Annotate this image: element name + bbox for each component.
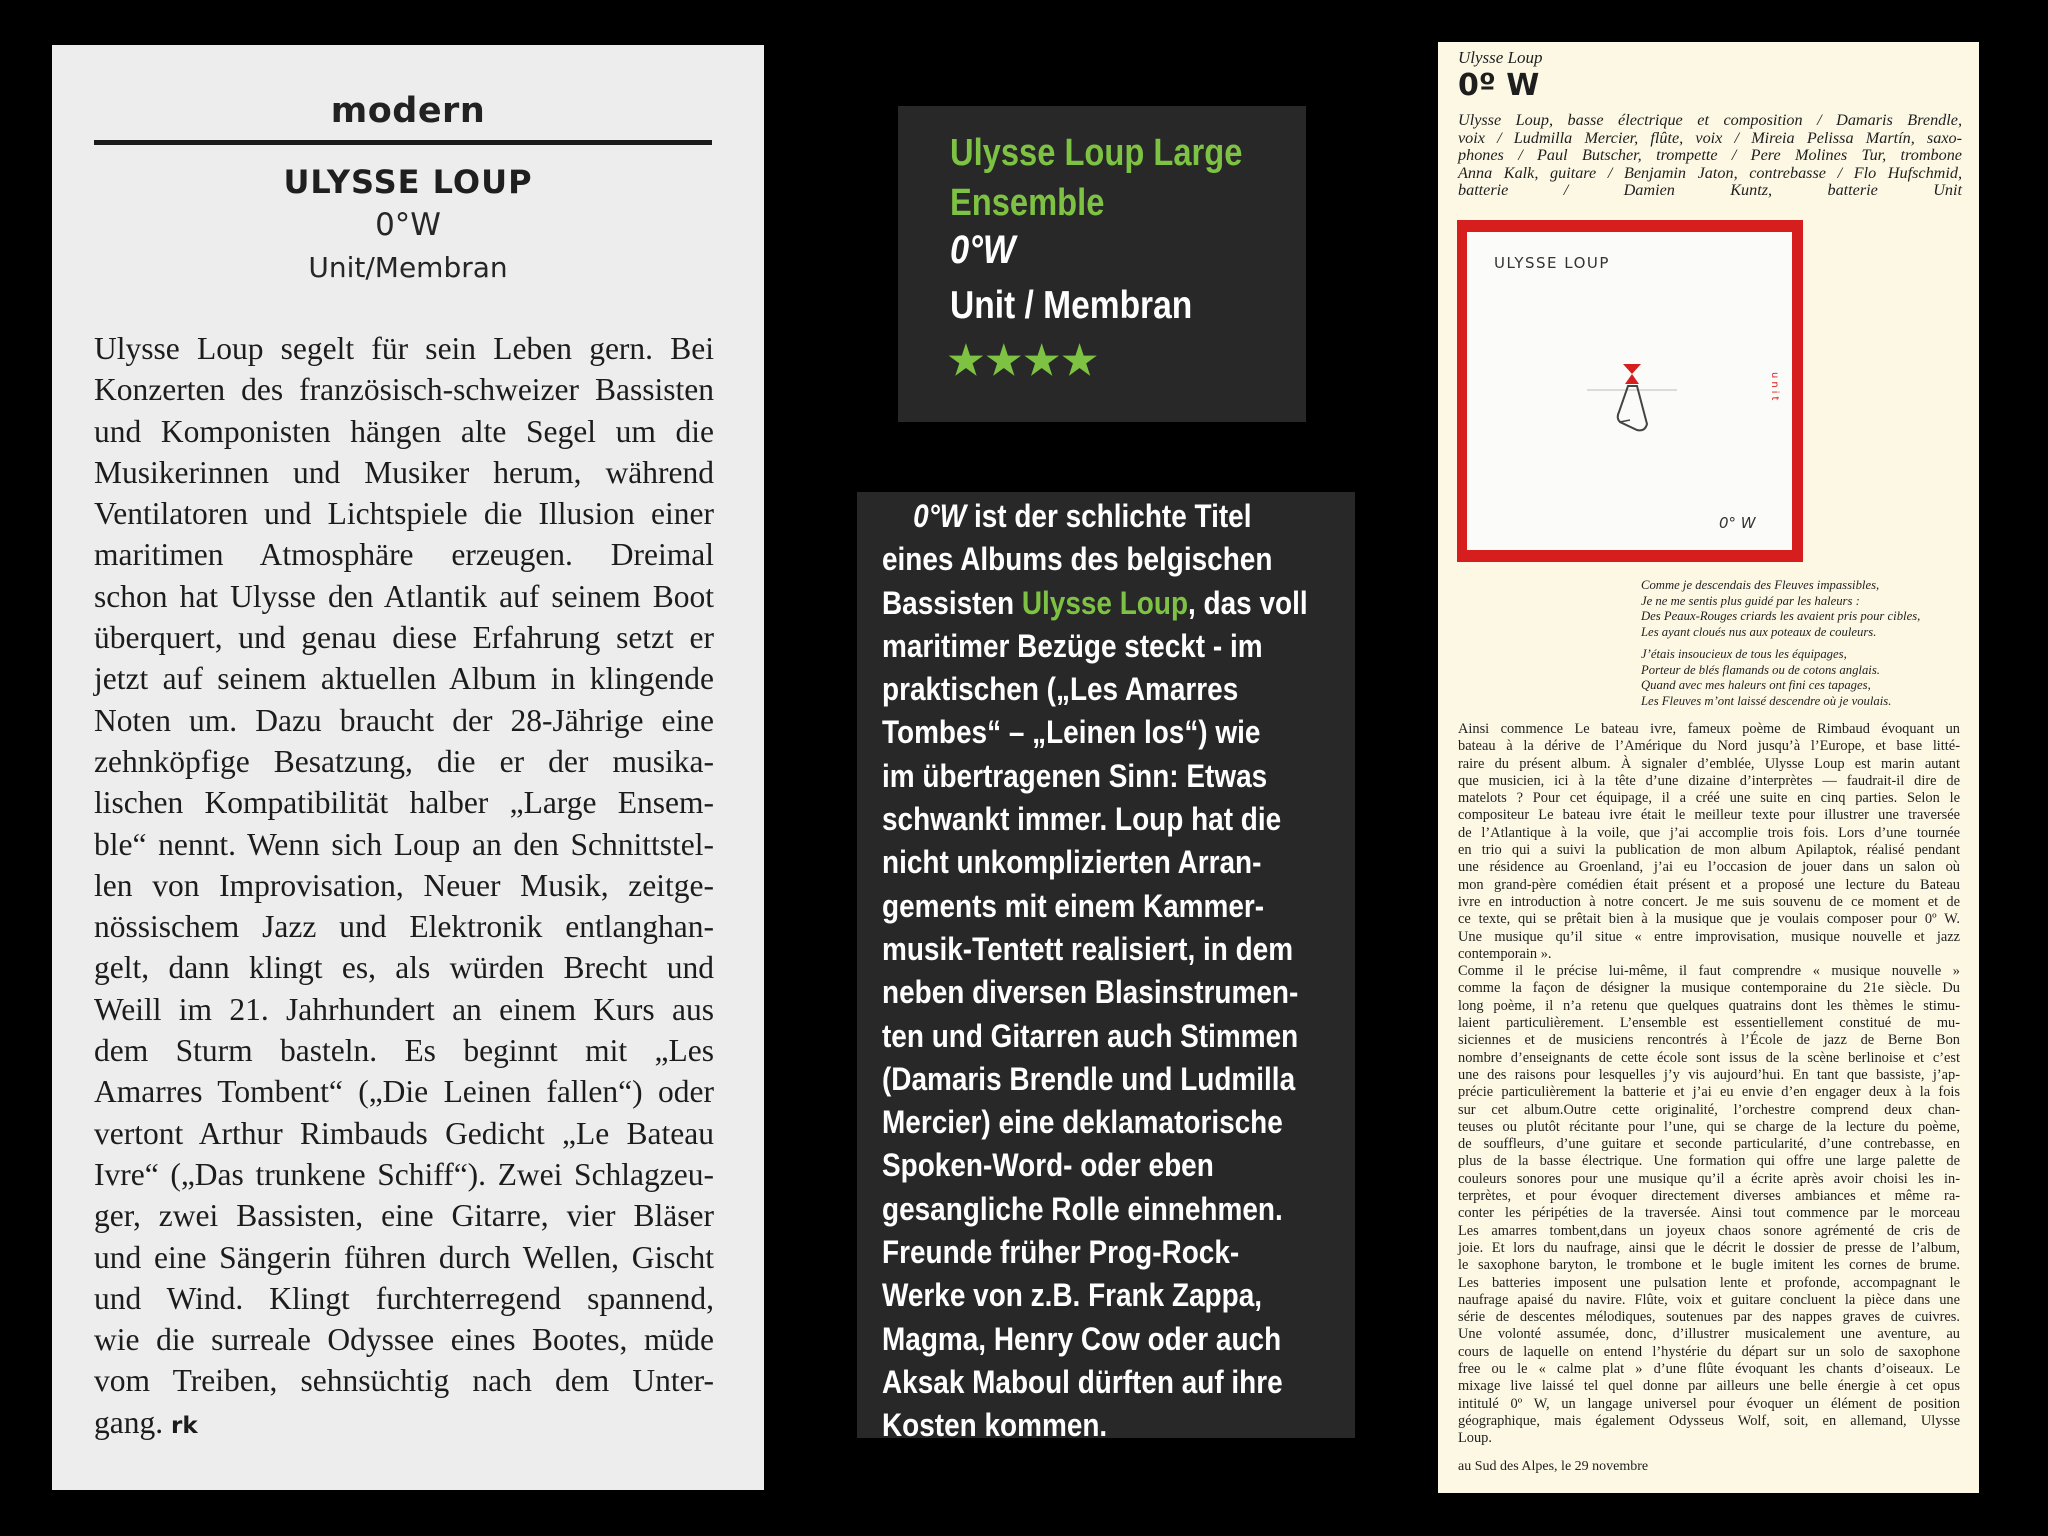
review-line: laient particulièrement. L’ensemble est essentiellement constitué de mu-: [1458, 1015, 1960, 1032]
review-line: Une musique qu’il situe « entre improvisation, musique nouvelle et jazz: [1458, 928, 1960, 945]
review-line: nombre d’enseignants de cette école sont issus de la scène berlinoise et c’est: [1458, 1049, 1960, 1066]
review-line: (Damaris Brendle und Ludmilla: [882, 1060, 1296, 1097]
rating-stars: ★★★★: [948, 339, 1100, 383]
ensemble-title-line: Ulysse Loup Large: [950, 132, 1243, 174]
review-line: naufrage apaisé du navire. Flûte, voix et guitare concluent la pièce dans une: [1458, 1291, 1960, 1308]
review-line: ivre en introduction à notre concert. Je me suis souvenu de ce moment et de: [1458, 893, 1960, 910]
german-review-box: [857, 492, 1355, 1438]
review-line: Kosten kommen.: [882, 1407, 1108, 1438]
review-line: Konzerten des französisch-schweizer Bassisten: [94, 372, 714, 408]
review-line: Une volonté assumée, donc, d’illustrer musicalement une aventure, au: [1458, 1326, 1960, 1343]
ensemble-title: [950, 128, 1242, 228]
review-line: Aksak Maboul dürften auf ihre: [882, 1363, 1283, 1400]
cover-album-title: 0° W: [1719, 514, 1756, 532]
review-line: série de descentes mélodiques, soutenues par des nappes graves de cuivres.: [1458, 1309, 1960, 1326]
review-line: siciennes et de musiciens rencontrés à l’École de jazz de Berne Bon: [1458, 1032, 1960, 1049]
review-line: maritimen Atmosphäre erzeugen. Dreimal: [94, 537, 714, 573]
review-line: Ventilatoren und Lichtspiele die Illusion einer: [94, 496, 714, 532]
review-line: [94, 1402, 714, 1447]
review-line: Ivre“ („Das trunkene Schiff“). Zwei Schlagzeu-: [94, 1156, 714, 1192]
french-review-page: [1438, 42, 1979, 1493]
poem-line: J’étais insoucieux de tous les équipages,: [1641, 646, 1847, 661]
review-line: im übertragenen Sinn: Etwas: [882, 757, 1268, 794]
review-line: précie particulièrement la batterie et j’ai eu envie d’en engager deux à la fois: [1458, 1084, 1960, 1101]
poem-line: Quand avec mes haleurs ont fini ces tapages,: [1641, 678, 1871, 693]
review-line: Les batteries imposent une pulsation lente et profonde, accompagnant le: [1458, 1274, 1960, 1291]
album-title: 0°W: [950, 228, 1016, 272]
review-line: Les amarres tombent,dans un joyeux chaos sonore agrémenté de cris de: [1458, 1222, 1960, 1239]
review-body: [882, 495, 1317, 1438]
review-line: intitulé 0º W, un langage universel pour évoquer un élément de position: [1458, 1395, 1960, 1412]
review-line: [882, 582, 1317, 625]
cover-spine-label: unit: [1769, 372, 1780, 404]
record-label: Unit/Membran: [308, 251, 508, 284]
credit-line: phones / Paul Butscher, trompette / Pere Molines Tur, trombone: [1458, 146, 1962, 164]
credit-line: Anna Kalk, guitare / Benjamin Jaton, contrebasse / Flo Hufschmid,: [1458, 163, 1962, 182]
review-line: lischen Kompatibilität halber „Large Ensem-: [94, 785, 714, 821]
record-label: Unit / Membran: [950, 284, 1193, 327]
review-line: comme la façon de désigner la musique contemporaine du 21e siècle. Du: [1458, 980, 1960, 997]
review-line: nössischem Jazz und Elektronik entlanghan-: [94, 909, 714, 945]
review-line: Spoken-Word- oder eben: [882, 1147, 1214, 1184]
review-line: Weill im 21. Jahrhundert an einem Kurs aus: [94, 991, 714, 1027]
review-line: sur cet album.Outre cette originalité, l’orchestre comprend deux chan-: [1458, 1101, 1960, 1118]
review-line: Ainsi commence Le bateau ivre, fameux poème de Rimbaud évoquant un: [1458, 721, 1960, 737]
review-line: terprètes, et pour évoquer directement diverses ambiances et même ra-: [1458, 1188, 1960, 1205]
review-line: free ou le « calme plat » d’une flûte évoquant les chants d’oiseaux. Le: [1458, 1360, 1960, 1377]
review-line: vom Treiben, sehnsüchtig nach dem Unter-: [94, 1363, 714, 1399]
review-line: eines Albums des belgischen: [882, 541, 1273, 578]
credit-line: Ulysse Loup, basse électrique et composition / Damaris Brendle,: [1458, 111, 1962, 129]
review-body: [94, 328, 714, 1447]
review-line: géographique, mais également Odysseus Wolf, soit, en allemand, Ulysse: [1458, 1412, 1960, 1429]
review-line: Tombes“ – „Leinen los“) wie: [882, 714, 1261, 751]
review-line: Amarres Tombent“ („Die Leinen fallen“) oder: [94, 1074, 714, 1110]
review-line: und Komponisten hängen alte Segel um die: [94, 413, 714, 449]
review-line: Loup.: [1458, 1430, 1492, 1447]
album-reference: 0°W: [913, 498, 967, 534]
cover-title: ULYSSE LOUP: [1494, 254, 1610, 272]
review-line: Comme il le précise lui-même, il faut comprendre « musique nouvelle »: [1458, 963, 1960, 980]
review-line: mixage live laissé tel quel donne par ailleurs une belle énergie à cet opus: [1458, 1378, 1960, 1395]
cover-artwork: [1467, 232, 1792, 550]
review-line: nicht unkomplizierten Arran-: [882, 844, 1262, 881]
review-text: , das voll: [1188, 584, 1308, 621]
review-line: Mercier) eine deklamatorische: [882, 1104, 1283, 1141]
credit-text: batterie / Damien Kuntz, batterie: [1458, 181, 1878, 199]
heading-rule: [94, 140, 712, 145]
review-line: en trio qui a suivi la publication de mon album Apilaptok, réalisé pendant: [1458, 842, 1960, 859]
bottle-icon: [1587, 362, 1677, 442]
credits: [1458, 112, 1962, 200]
poem-excerpt: [1641, 578, 1920, 716]
poem-line: Des Peaux-Rouges criards les avaient pris pour cibles,: [1641, 609, 1921, 624]
album-header-box: [898, 106, 1306, 422]
artist-highlight: Ulysse Loup: [1021, 584, 1189, 621]
review-line: matelots ? Pour cet équipage, il a créé une suite en cinq parties. Selon le: [1458, 790, 1960, 807]
review-line: bateau à la dérive de l’Amérique du Nord jusqu’à l’Europe, et base litté-: [1458, 738, 1960, 755]
section-heading: modern: [330, 91, 486, 131]
review-line: und Wind. Klingt furchterregend spannend,: [94, 1280, 714, 1316]
review-line: compositeur Le bateau ivre était le meilleur texte pour illustrer une traversée: [1458, 807, 1960, 824]
review-line: gesangliche Rolle einnehmen.: [882, 1190, 1283, 1227]
review-line: überquert, und genau diese Erfahrung setzt er: [94, 620, 714, 656]
album-cover: [1457, 220, 1803, 562]
review-line: contemporain ».: [1458, 945, 1552, 962]
artist-name: ULYSSE LOUP: [283, 163, 533, 201]
review-line: le saxophone baryton, le trombone et le bugle imitent les cornes de brume.: [1458, 1257, 1960, 1274]
review-line: Noten um. Dazu braucht der 28-Jährige eine: [94, 702, 714, 738]
credit-label: Unit: [1933, 181, 1962, 199]
poem-line: Comme je descendais des Fleuves impassibles,: [1641, 578, 1880, 592]
review-line: schwankt immer. Loup hat die: [882, 801, 1282, 838]
review-line: Werke von z.B. Frank Zappa,: [882, 1277, 1263, 1314]
review-line: gements mit einem Kammer-: [882, 887, 1265, 924]
review-line: ble“ nennt. Wenn sich Loup an den Schnittstel-: [94, 826, 714, 862]
review-line: Musikerinnen und Musiker herum, während: [94, 454, 714, 490]
signoff: au Sud des Alpes, le 29 novembre: [1458, 1459, 1649, 1474]
review-line: wie die surreale Odyssee eines Bootes, müde: [94, 1322, 714, 1358]
review-line: conter les péripéties de la traversée. Ainsi tout commence par le morceau: [1458, 1205, 1960, 1222]
credit-line: [1458, 182, 1962, 200]
poem-line: Je ne me sentis plus guidé par les haleurs :: [1641, 593, 1860, 608]
review-line: vertont Arthur Rimbauds Gedicht „Le Bateau: [94, 1115, 714, 1151]
review-line: ger, zwei Bassisten, eine Gitarre, vier Bläser: [94, 1198, 714, 1234]
review-line: cours de laquelle on entend l’hystérie du départ sur un solo de saxophone: [1458, 1343, 1960, 1360]
review-line: len von Improvisation, Neuer Musik, zeitge-: [94, 867, 714, 903]
review-line: neben diversen Blasinstrumen-: [882, 974, 1299, 1011]
review-line: jetzt auf seinem aktuellen Album in klingende: [94, 661, 714, 697]
review-line: une des raisons pour lesquelles j’y vis aujourd’hui. En tant que bassiste, j’ap-: [1458, 1066, 1960, 1083]
review-line: de l’Atlantique à la voile, que j’ai accomplie trois fois. Lors d’une tournée: [1458, 824, 1960, 841]
review-text: ist der schlichte Titel: [966, 498, 1252, 534]
review-line: dem Sturm basteln. Es beginnt mit „Les: [94, 1033, 714, 1069]
review-line: raire du présent album. À signaler d’emblée, Ulysse Loup est marin autant: [1458, 755, 1960, 772]
author-signature: rk: [170, 1412, 198, 1439]
review-body: [1458, 721, 1960, 1447]
review-line: teuses ou plutôt récitante pour l’une, qui se charge de la lecture du poème,: [1458, 1118, 1960, 1135]
review-line: zehnköpfige Besatzung, die er der musika-: [94, 743, 714, 779]
poem-line: Les ayant cloués nus aux poteaux de couleurs.: [1641, 625, 1877, 640]
credit-line: voix / Ludmilla Mercier, flûte, voix / Mireia Pelissa Martín, saxo-: [1458, 128, 1962, 147]
review-line: maritimer Bezüge steckt - im: [882, 627, 1263, 664]
review-line: Magma, Henry Cow oder auch: [882, 1320, 1282, 1357]
album-title: 0°W: [375, 207, 441, 243]
review-line: plus de la basse électrique. Une formation qui offre une large palette de: [1458, 1153, 1960, 1170]
review-line: ce texte, qui se prêtait bien à la musique que je voulais composer pour 0º W.: [1458, 911, 1960, 928]
german-review-clipping: [52, 45, 764, 1490]
review-line: ten und Gitarren auch Stimmen: [882, 1017, 1299, 1054]
review-line: [882, 495, 1317, 538]
poem-line: Les Fleuves m’ont laissé descendre où je voulais.: [1641, 693, 1892, 708]
poem-stanza: [1641, 578, 1920, 641]
review-line: schon hat Ulysse den Atlantik auf seinem Boot: [94, 578, 714, 614]
artist-name: Ulysse Loup: [1458, 48, 1543, 67]
review-text: gang.: [94, 1404, 164, 1440]
review-line: musik-Tentett realisiert, in dem: [882, 930, 1294, 967]
review-line: de souffleurs, d’une guitare et seconde particularité, d’une contrebasse, en: [1458, 1136, 1960, 1153]
review-line: long poème, il n’a retenu que quelques quatrains dont les thèmes le stimu-: [1458, 997, 1960, 1014]
review-line: Ulysse Loup segelt für sein Leben gern. Bei: [94, 331, 714, 366]
review-line: und eine Sängerin führen durch Wellen, Gischt: [94, 1239, 714, 1275]
review-line: une résidence au Groenland, j’ai eu l’occasion de jouer dans un salon où: [1458, 859, 1960, 876]
poem-stanza: [1641, 647, 1920, 710]
review-text: Bassisten: [882, 584, 1022, 621]
review-line: mon grand-père comédien était présent et a proposé une lecture du Bateau: [1458, 876, 1960, 893]
ensemble-title-line: Ensemble: [950, 182, 1105, 224]
review-line: que musicien, ici à la tête d’une dizaine d’interprètes — faudrait-il dire de: [1458, 772, 1960, 789]
review-line: couleurs sonores pour une musique qu’il a écrite après avoir choisi les in-: [1458, 1170, 1960, 1187]
review-line: joie. Et lors du naufrage, ainsi que le décrit le dossier de presse de l’album,: [1458, 1239, 1960, 1256]
album-title: 0º W: [1458, 68, 1540, 103]
poem-line: Porteur de blés flamands ou de cotons anglais.: [1641, 662, 1880, 677]
review-line: Freunde früher Prog-Rock-: [882, 1234, 1240, 1271]
review-line: praktischen („Les Amarres: [882, 671, 1239, 708]
review-line: gelt, dann klingt es, als würden Brecht und: [94, 950, 714, 986]
